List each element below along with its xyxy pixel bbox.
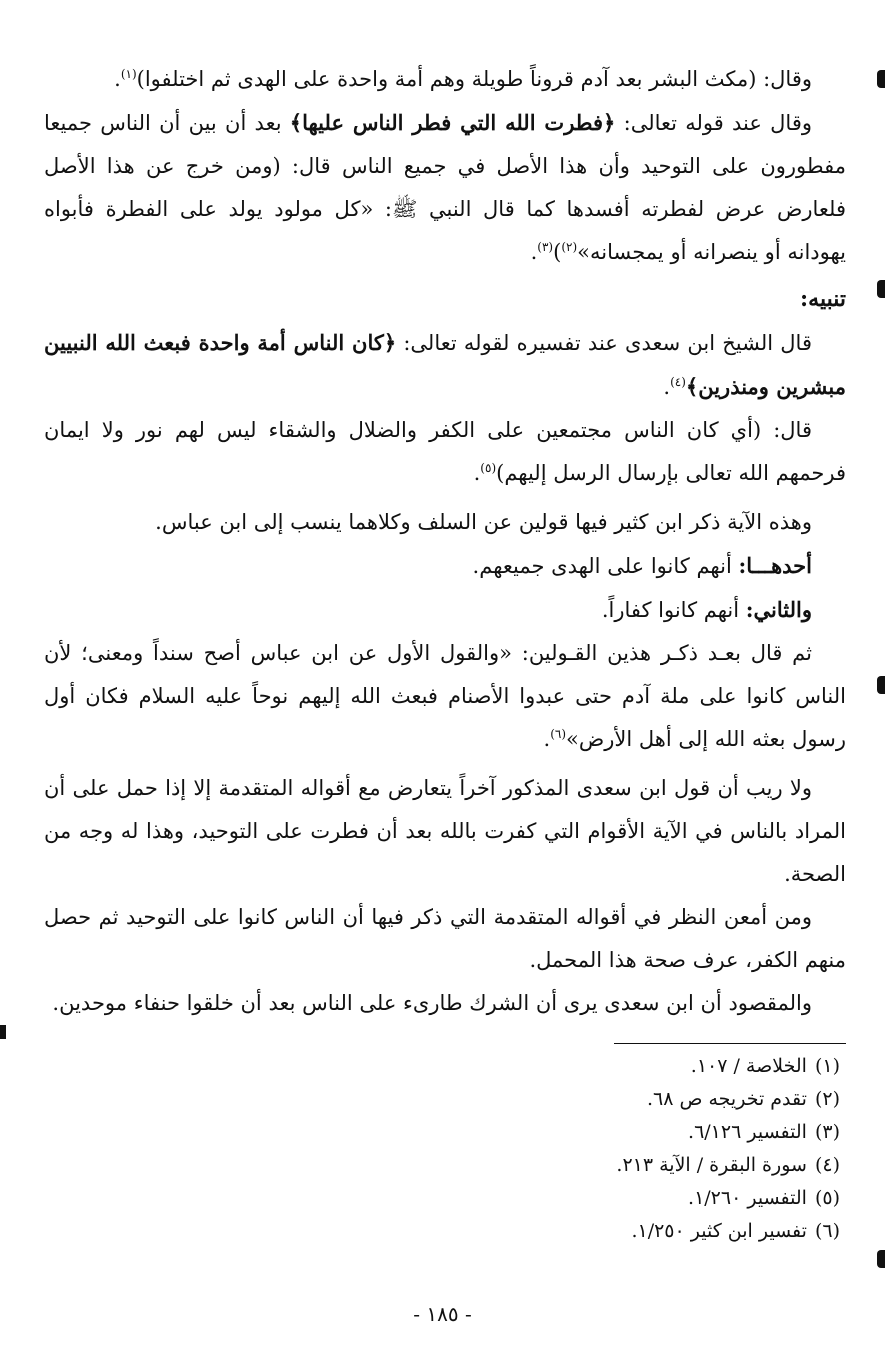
scan-edge-mark: [0, 1025, 6, 1039]
footnote-number: (٥): [814, 1187, 840, 1209]
paragraph-1-text: وقال: (مكث البشر بعد آدم قروناً طويلة وهم أمة واحدة على الهدى ثم اختلفوا): [136, 67, 812, 91]
footnote-text: سورة البقرة / الآية ٢١٣.: [616, 1154, 807, 1176]
paragraph-5: وهذه الآية ذكر ابن كثير فيها قولين عن السلف وكلاهما ينسب إلى ابن عباس.: [155, 510, 812, 534]
paragraph-2-mid: ): [553, 240, 562, 264]
footnote-divider: [614, 1043, 846, 1044]
paragraph-10: ومن أمعن النظر في أقواله المتقدمة التي ذكر فيها أن الناس كانوا على التوحيد ثم حصل منهم الكفر، عرف صحة هذا المحمل.: [44, 905, 846, 972]
footnote-text: تفسير ابن كثير ١/٢٥٠.: [631, 1220, 807, 1242]
page-number: - ١٨٥ -: [413, 1302, 472, 1326]
footnote-text: الخلاصة / ١٠٧.: [690, 1055, 807, 1077]
footnote-number: (٦): [814, 1220, 840, 1242]
section-heading: تنبيه:: [800, 286, 846, 312]
paragraph-2: [44, 101, 846, 274]
footnote-text: تقدم تخريجه ص ٦٨.: [646, 1088, 807, 1110]
paragraph-3-lead: قال الشيخ ابن سعدى عند تفسيره لقوله تعالى:: [396, 331, 812, 355]
paragraph-3-tail: .: [663, 375, 671, 399]
scan-edge-mark: [877, 676, 885, 694]
footnote-ref-5[interactable]: (٥): [480, 461, 497, 475]
scan-edge-mark: [877, 280, 885, 298]
paragraph-7: [44, 588, 846, 632]
footnote-number: (٣): [814, 1121, 840, 1143]
paragraph-6: [44, 544, 846, 588]
first-opinion-text: أنهم كانوا على الهدى جميعهم.: [472, 554, 739, 578]
paragraph-8-tail: .: [543, 727, 551, 751]
footnote-ref-2[interactable]: (٢): [561, 240, 578, 254]
paragraph-4-text: قال: (أي كان الناس مجتمعين على الكفر والضلال والشقاء ليس لهم نور ولا ايمان فرحمهم الله تعالى بإرسال الرسل إليهم): [44, 418, 846, 485]
paragraph-1-tail: .: [114, 67, 121, 91]
second-opinion-text: أنهم كانوا كفاراً.: [601, 598, 746, 622]
paragraph-4: [44, 409, 846, 495]
footnote-ref-3[interactable]: (٣): [537, 240, 554, 254]
paragraph-8: [44, 632, 846, 761]
footnote-number: (٤): [814, 1154, 840, 1176]
footnote-1: [44, 1050, 846, 1083]
paragraph-2-text: بعد أن بين أن الناس جميعا مفطورون على التوحيد وأن هذا الأصل في جميع الناس قال: (ومن خرج عن هذا الأصل فلعارض عرض لفطرته أفسدها كما قال النبي ﷺ: «كل مولود يولد على الفطرة فأبواه يهودانه أو ينصرانه أو يمجسانه»: [44, 111, 846, 264]
paragraph-8-text: ثم قال بعـد ذكـر هذين القـولين: «والقول الأول عن ابن عباس أصح سنداً ومعنى؛ لأن الناس كانوا على ملة آدم حتى عبدوا الأصنام فبعث الله إليهم نوحاً عليه السلام فكان أول رسول بعثه الله إلى أهل الأرض»: [44, 641, 846, 751]
footnotes-list: [44, 1050, 846, 1248]
paragraph-2-tail: .: [530, 240, 538, 264]
footnote-3: [44, 1116, 846, 1149]
footnote-5: [44, 1182, 846, 1215]
footnote-text: التفسير ٦/١٢٦.: [688, 1121, 807, 1143]
footnote-ref-4[interactable]: (٤): [670, 375, 686, 389]
footnote-ref-6[interactable]: (٦): [550, 727, 567, 741]
footnote-text: التفسير ١/٢٦٠.: [688, 1187, 807, 1209]
footnote-2: [44, 1083, 846, 1116]
paragraph-3: [44, 321, 846, 409]
footnote-6: [44, 1215, 846, 1248]
paragraph-11: والمقصود أن ابن سعدى يرى أن الشرك طارىء على الناس بعد أن خلقوا حنفاء موحدين.: [52, 991, 812, 1015]
scan-edge-mark: [877, 70, 885, 88]
quran-verse-1: ﴿فطرت الله التي فطر الناس عليها﴾: [289, 110, 616, 135]
paragraph-2-lead: وقال عند قوله تعالى:: [615, 111, 812, 135]
footnote-number: (١): [814, 1055, 840, 1077]
footnote-4: [44, 1149, 846, 1182]
paragraph-9: ولا ريب أن قول ابن سعدى المذكور آخراً يتعارض مع أقواله المتقدمة إلا إذا حمل على أن المراد بالناس في الآية الأقوام التي كفرت بالله بعد أن فطرت على التوحيد، وهذا له وجه من الصحة.: [44, 776, 846, 886]
paragraph-1: [44, 58, 846, 101]
book-page: [44, 58, 846, 1308]
footnote-number: (٢): [814, 1088, 840, 1110]
paragraph-4-tail: .: [473, 461, 481, 485]
scan-edge-mark: [877, 1250, 885, 1268]
footnote-ref-1[interactable]: (١): [120, 67, 137, 81]
quran-verse-2: ﴿كان الناس أمة واحدة فبعث الله النبيين مبشرين ومنذرين﴾: [44, 330, 846, 399]
second-opinion-label: والثاني:: [745, 597, 812, 622]
first-opinion-label: أحدهـــا:: [738, 553, 812, 578]
